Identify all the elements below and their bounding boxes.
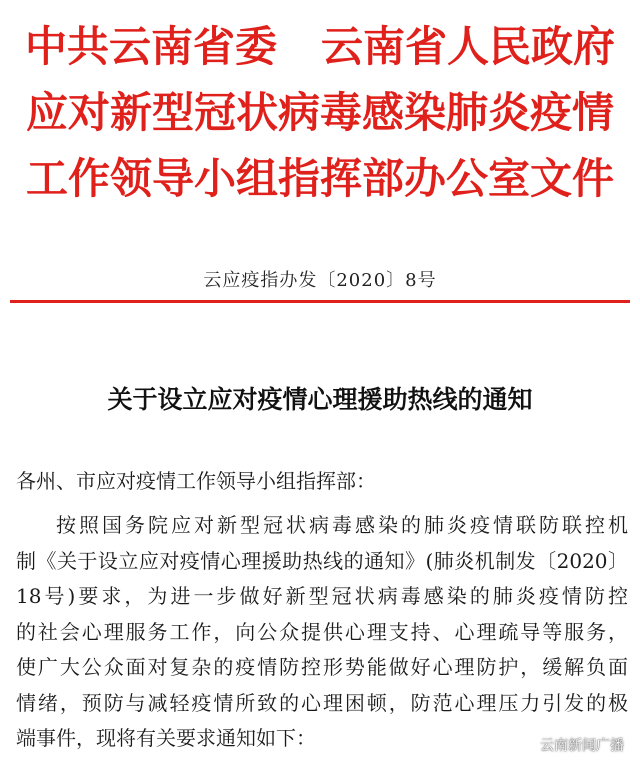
source-watermark	[512, 730, 624, 760]
notice-title: 关于设立应对疫情心理援助热线的通知	[107, 385, 533, 414]
watermark-text: 云南新闻广播	[540, 738, 624, 754]
document-number: 云应疫指办发〔2020〕8号	[203, 270, 437, 291]
body-line: 制《关于设立应对疫情心理援助热线的通知》(肺炎机制发〔2020〕	[16, 548, 628, 573]
body-line: 情绪，预防与减轻疫情所致的心理困顿，防范心理压力引发的极	[16, 690, 628, 715]
header-issuer-party: 中共云南省委	[24, 22, 277, 71]
body-line: 18号)要求，为进一步做好新型冠状病毒感染的肺炎疫情防控	[16, 584, 628, 608]
document-header	[0, 14, 640, 212]
body-line: 使广大公众面对复杂的疫情防控形势能做好心理防护，缓解负面	[16, 655, 628, 679]
header-line-3: 工作领导小组指挥部办公室文件	[25, 154, 614, 203]
wechat-icon	[512, 736, 534, 754]
body-line: 端事件，现将有关要求通知如下：	[16, 726, 316, 750]
body-line: 按照国务院应对新型冠状病毒感染的肺炎疫情联防联控机	[56, 513, 628, 537]
body-line: 的社会心理服务工作，向公众提供心理支持、心理疏导等服务，	[16, 619, 628, 644]
red-divider-line	[10, 300, 630, 303]
header-line-1	[0, 14, 640, 80]
header-line-2: 应对新型冠状病毒感染肺炎疫情	[25, 88, 614, 137]
header-issuer-government: 云南省人民政府	[321, 22, 616, 71]
salutation: 各州、市应对疫情工作领导小组指挥部：	[16, 469, 376, 493]
body-paragraph	[16, 508, 628, 757]
